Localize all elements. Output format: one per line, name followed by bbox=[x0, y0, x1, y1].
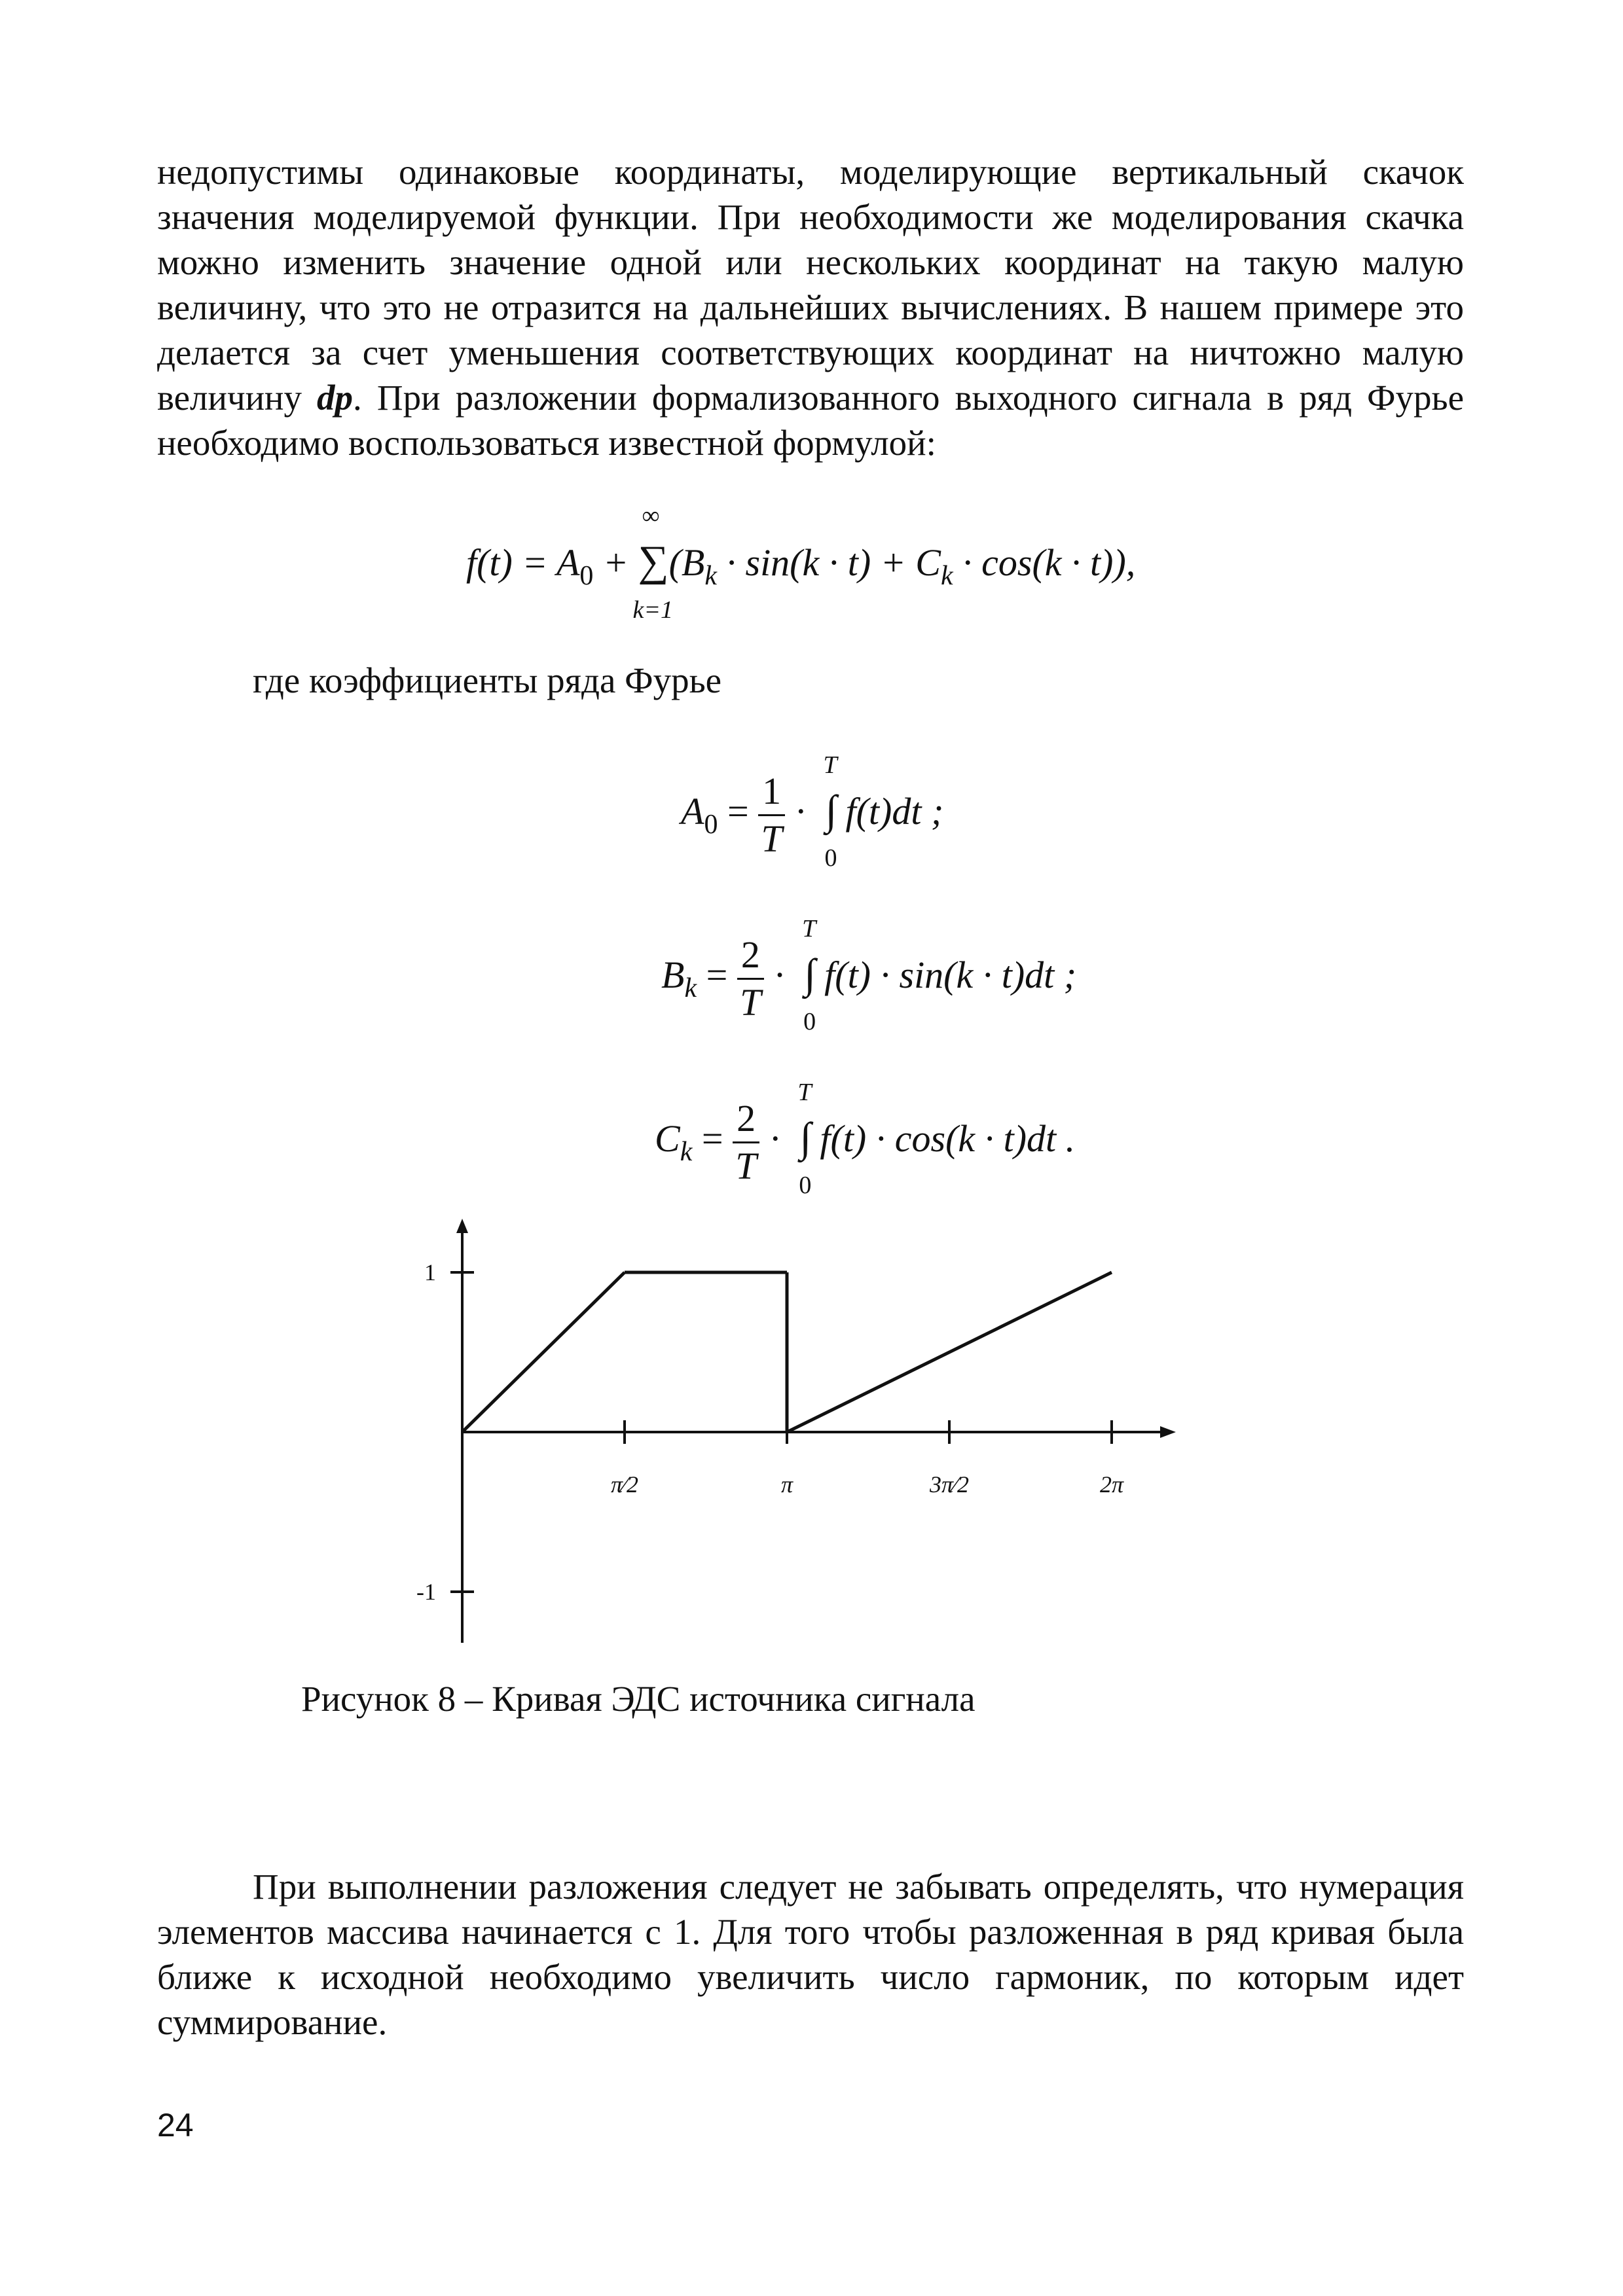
fourier-series-formula: $f(t) = A_0$ + ∞ ∑ k=1 $(B_k \cdot \sin(k \cdot t) + C_k \cdot \cos(k \cdot t))$, bbox=[466, 502, 1136, 624]
formula-a0: $A_0$ = $\frac{1}{T}$ · T ∫ 0 f(t)dt ; bbox=[681, 751, 944, 872]
fraction: $\frac{2}{T}$ bbox=[737, 936, 764, 1022]
series-line-ramp-up bbox=[462, 1272, 625, 1432]
dp-term: dp bbox=[317, 378, 354, 418]
paragraph-intro-text-a: недопустимы одинаковые координаты, моделирующие вертикальный скачок значения моделируемой функции. При необходимости же моделирования скачка можно изменить значение одной или нескольких координат на такую малую величину, что это не отразится на дальнейших вычислениях. В нашем примере это делается за счет уменьшения соответствующих координат на ничтожно малую величину bbox=[157, 152, 1464, 418]
x-tick-label: π bbox=[780, 1471, 793, 1498]
x-tick-label: 2π bbox=[1099, 1471, 1124, 1498]
sum-sign: ∞ ∑ k=1 bbox=[632, 502, 674, 624]
formula-bk: $B_k$ = $\frac{2}{T}$ · T ∫ 0 f(t) · sin(k · t)dt ; bbox=[661, 914, 1077, 1035]
y-axis-arrow bbox=[456, 1219, 468, 1233]
coefficients-lead-text: где коэффициенты ряда Фурье bbox=[253, 660, 722, 700]
paragraph-conclusion: При выполнении разложения следует не забывать определять, что нумерация элементов массива начинается с 1. Для того чтобы разложенная в ряд кривая была ближе к исходной необходимо увеличить число гармоник, по которым идет суммирование. bbox=[157, 1867, 1464, 2042]
y-tick-label: -1 bbox=[416, 1579, 436, 1605]
x-tick-label: 3π⁄2 bbox=[929, 1471, 970, 1498]
page-number: 24 bbox=[157, 2107, 194, 2144]
x-tick-label: π⁄2 bbox=[610, 1471, 639, 1498]
series-line-ramp-2 bbox=[787, 1272, 1112, 1432]
fraction: $\frac{1}{T}$ bbox=[758, 772, 785, 858]
y-tick-label: 1 bbox=[424, 1259, 436, 1285]
paragraph-intro-text-b: . При разложении формализованного выходного сигнала в ряд Фурье необходимо воспользоваться известной формулой: bbox=[157, 378, 1464, 463]
integral-sign: T ∫ 0 bbox=[823, 751, 837, 872]
figure-caption: Рисунок 8 – Кривая ЭДС источника сигнала bbox=[301, 1679, 976, 1719]
x-axis-arrow bbox=[1160, 1426, 1176, 1438]
fraction: $\frac{2}{T}$ bbox=[733, 1100, 759, 1185]
integral-sign: T ∫ 0 bbox=[802, 914, 816, 1035]
formula-ck: $C_k$ = $\frac{2}{T}$ · T ∫ 0 f(t) · cos(k · t)dt . bbox=[655, 1078, 1076, 1199]
integral-sign: T ∫ 0 bbox=[797, 1078, 812, 1199]
